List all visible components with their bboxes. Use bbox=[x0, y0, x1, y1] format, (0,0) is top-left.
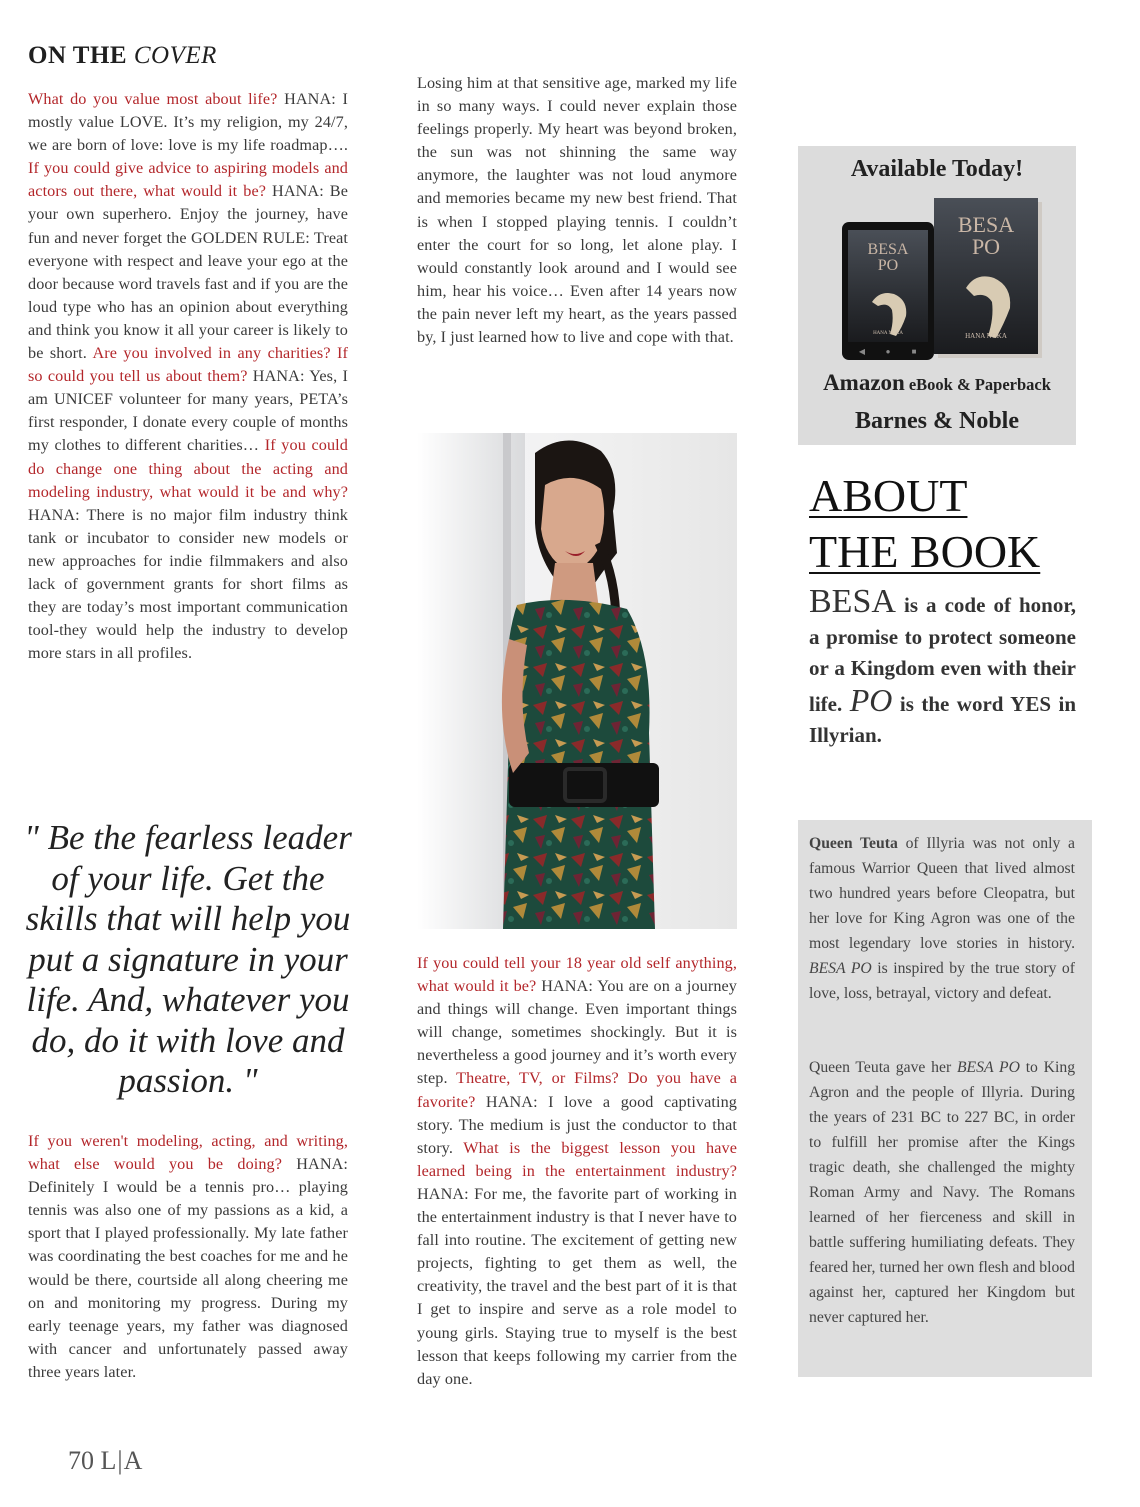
paragraph: Losing him at that sensitive age, marked my life in so many ways. I could never explain those feelings properly. My heart was beyond broken, the sun was not shinning the same way anymore, the laughter was not loud anymore and memories became my new best friend. That is when I stopped playing tennis. I couldn’t enter the court for so long, let alone play. I would constantly look around and I would see him, hear his voice… Even after 14 years now the pain never left my heart, as the years passed by, I just learned how to live and cope with that. bbox=[417, 74, 737, 347]
home-icon: ● bbox=[885, 347, 891, 356]
book-ad bbox=[798, 146, 1076, 445]
answer: HANA: Be your own superhero. Enjoy the journey, have fun and never forget the GOLDEN RULE: Treat everyone with respect and leave your ego at the door because word travels fast and if you are the loud type who has an opinion about everything and think you know it all your career is likely to be short. bbox=[28, 182, 348, 363]
ebook-author: HANA NOKA bbox=[873, 331, 903, 336]
about-book-title: ABOUT THE BOOK bbox=[809, 470, 1041, 577]
portrait-illustration bbox=[417, 433, 737, 929]
question: Are you involved in any charities? If so could you tell us about them? bbox=[28, 344, 348, 386]
answer: HANA: Definitely I would be a tennis pro… playing tennis was also one of my passions as a kid, a sport that I played professionally. My late father was coordinating the best coaches for me and he would be there, courtside all along cheering me on and monitoring my progress. During my early teenage years, my father was diagnosed with cancer and unfortunately passed away three years later. bbox=[28, 1155, 348, 1381]
question: What do you value most about life? bbox=[28, 90, 278, 108]
question: If you could tell your 18 year old self anything, what would it be? bbox=[417, 954, 737, 996]
section-title: ON THE COVER bbox=[28, 42, 217, 69]
question: If you could do change one thing about the acting and modeling industry, what would it be and why? bbox=[28, 436, 348, 501]
queen-teuta-sidebar bbox=[798, 820, 1092, 1377]
answer: HANA: I mostly value LOVE. It’s my religion, my 24/7, we are born of love: love is my life roadmap…. bbox=[28, 90, 348, 155]
po-word: PO bbox=[849, 681, 893, 718]
answer: HANA: There is no major film industry think tank or incubator to consider new models or new approaches for indie filmmakers and also lack of government grants for short films as they are today’s most important communication tool-they would help the industry to develop more stars in all profiles. bbox=[28, 505, 348, 663]
page-number: 70 bbox=[68, 1446, 94, 1475]
answer: HANA: For me, the favorite part of working in the entertainment industry is that I never have to fall into routine. The excitement of getting new projects, fighting to get them as well, the creativity, the travel and the best part of it is that I get to inspire and serve as a role model to young girls. Staying true to myself is the best lesson that keeps following my carrier from the day one. bbox=[417, 1184, 737, 1388]
magazine-logo: L|A bbox=[100, 1446, 144, 1475]
interview-column-middle-top bbox=[417, 72, 737, 349]
sidebar-paragraph-2: Queen Teuta gave her BESA PO to King Agron and the people of Illyria. During the years of 231 BC to 227 BC, in order to fulfill her promise after the Kings tragic death, she challenged the mighty Roman Army and Navy. The Romans learned of her fierceness and skill in battle suffering humiliating defeats. They feared her, turned her own flesh and blood against her, captured her Kingdom but never captured her. bbox=[809, 1059, 1076, 1326]
ebook-title: BESA bbox=[867, 241, 909, 258]
menu-icon: ■ bbox=[911, 347, 917, 356]
paperback-title-2: PO bbox=[971, 234, 1001, 259]
about-book-text: BESA is a code of honor, a promise to protect someone or a Kingdom even with their life. PO is the word YES in Illyrian. bbox=[809, 583, 1077, 747]
page-footer bbox=[68, 1446, 143, 1476]
paperback-author: HANA NOKA bbox=[965, 332, 1007, 340]
question: If you weren't modeling, acting, and writing, what else would you be doing? bbox=[28, 1132, 348, 1174]
besa-word: BESA bbox=[809, 583, 896, 620]
interview-column-left-bottom bbox=[28, 1130, 348, 1384]
question: What is the biggest lesson you have learned being in the entertainment industry? bbox=[417, 1138, 738, 1180]
pull-quote: " Be the fearless leader of your life. Get the skills that will help you put a signature in your life. And, whatever you do, do it with love and passion. " bbox=[24, 818, 352, 1100]
sidebar-paragraph-1: Queen Teuta of Illyria was not only a famous Warrior Queen that lived almost two hundred years before Cleopatra, but her love for King Agron was one of the most legendary love stories in history. BESA PO is inspired by the true story of love, loss, betrayal, victory and defeat. bbox=[809, 835, 1075, 1002]
book-mockup bbox=[798, 192, 1076, 372]
cover-portrait-photo bbox=[417, 433, 737, 929]
paperback-title: BESA bbox=[957, 212, 1015, 237]
back-icon: ◀ bbox=[858, 347, 866, 356]
ebook-title-2: PO bbox=[877, 257, 899, 274]
barnes-noble-line: Barnes & Noble bbox=[855, 408, 1019, 434]
interview-column-left bbox=[28, 88, 348, 665]
answer: HANA: You are on a journey and things will change. Even important things will change, sometimes shockingly. But it is nevertheless a good journey and it’s worth every step. bbox=[417, 977, 738, 1088]
amazon-line: Amazon eBook & Paperback bbox=[823, 370, 1051, 395]
answer: HANA: Yes, I am UNICEF volunteer for many years, PETA’s first responder, I donate every couple of months my clothes to different charities… bbox=[28, 367, 348, 455]
question: Theatre, TV, or Films? Do you have a favorite? bbox=[417, 1069, 737, 1111]
ad-title: Available Today! bbox=[850, 156, 1024, 182]
interview-column-middle-bottom bbox=[417, 952, 737, 1391]
answer: HANA: I love a good captivating story. The medium is just the conductor to that story. bbox=[417, 1092, 737, 1157]
question: If you could give advice to aspiring models and actors out there, what would it be? bbox=[28, 159, 348, 201]
